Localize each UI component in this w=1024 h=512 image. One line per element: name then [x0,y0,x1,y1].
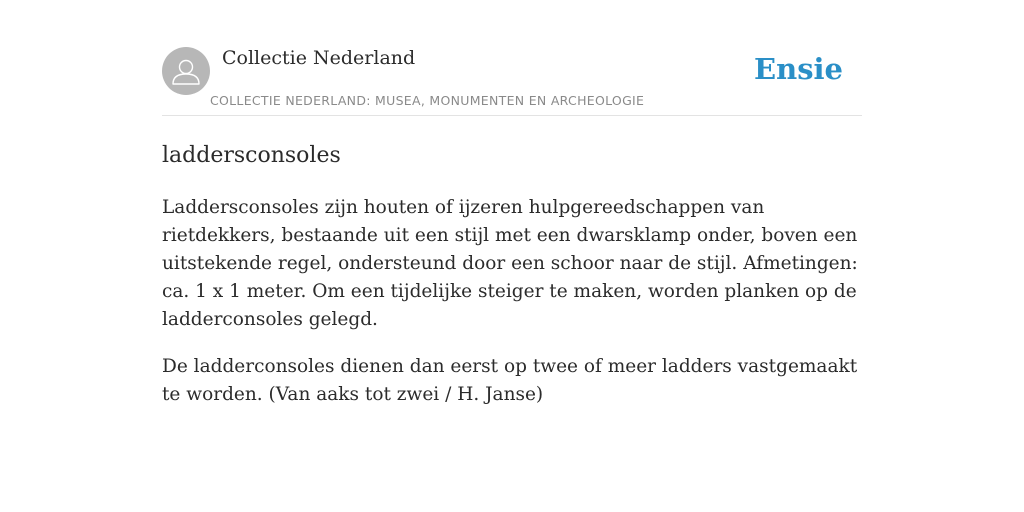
user-silhouette-icon [162,47,210,95]
author-name[interactable]: Collectie Nederland [222,47,416,69]
collection-name[interactable]: COLLECTIE NEDERLAND: MUSEA, MONUMENTEN EN ARCHEOLOGIE [210,93,645,108]
definition-card [162,46,862,409]
brand-logo[interactable]: Ensie [754,52,843,86]
card-header [162,46,862,116]
author-avatar[interactable] [162,47,210,95]
definition-paragraph-1: Laddersconsoles zijn houten of ijzeren hulpgereedschappen van rietdekkers, bestaande uit een stijl met een dwarsklamp onder, boven een uitstekende regel, ondersteund door een schoor naar de stijl. Afmetingen: ca. 1 x 1 meter. Om een tijdelijke steiger te maken, worden planken op de ladderconsoles gelegd. [162,197,858,330]
definition-paragraph-2: De ladderconsoles dienen dan eerst op twee of meer ladders vastgemaakt te worden. (Van aaks tot zwei / H. Janse) [162,356,858,405]
page-title: laddersconsoles [162,143,341,168]
